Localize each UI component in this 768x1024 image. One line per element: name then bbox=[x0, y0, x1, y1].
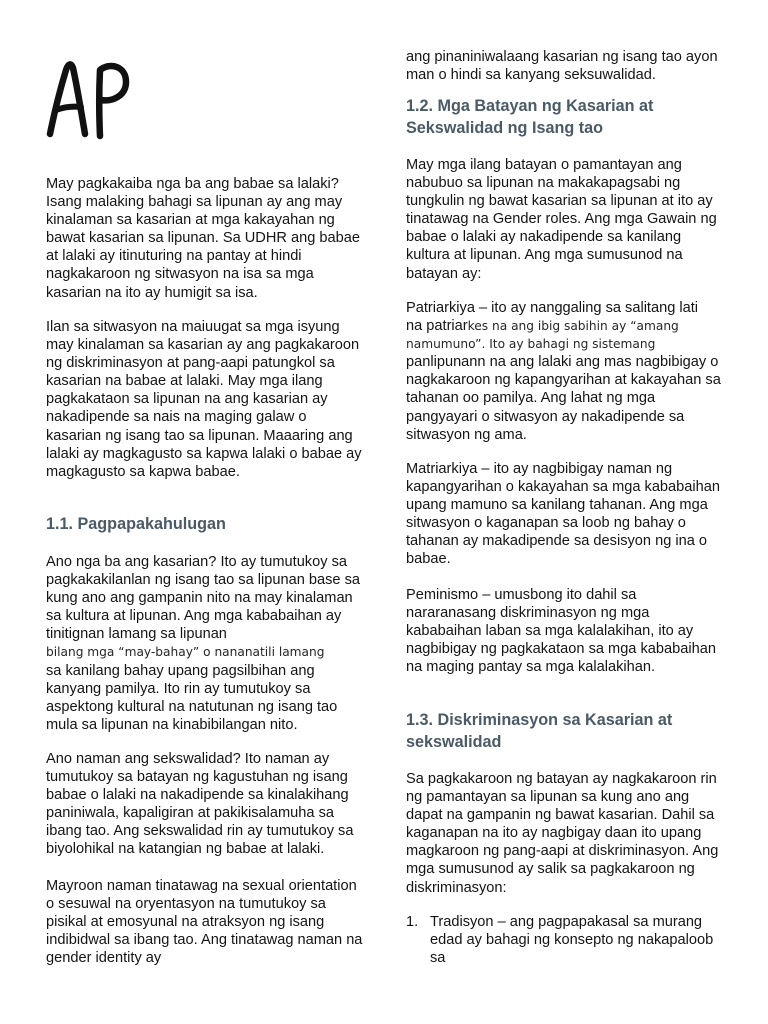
patriarkiya-line1: Patriarkiya – ito ay nanggaling sa salitang lati bbox=[406, 300, 699, 316]
heading-1-3: 1.3. Diskriminasyon sa Kasarian at sekswalidad bbox=[406, 711, 673, 751]
paragraph-batayan: May mga ilang batayan o pamantayan ang nabubuo sa lipunan na makakapagsabi ng tungkulin ng bawat kasarian sa lipunan at ito ay tinatawag na Gender roles. Ang mga Gawain ng babae o lalaki ay nakadipende sa kanilang kultura at lipunan. Ang mga sumusunod na batayan ay: bbox=[406, 157, 717, 282]
paragraph-patriarkiya bbox=[406, 299, 728, 444]
intro-paragraph: May pagkakaiba nga ba ang babae sa lalaki? Isang malaking bahagi sa lipunan ay ang may kinalaman sa kasarian at mga kakayahan ng bawat kasarian sa lipunan. Sa UDHR ang babae at lalaki ay itinuturing na pantay at hindi nagkakaroon ng sitwasyon na isa sa mga kasarian na ito ay humigit sa isa. bbox=[46, 176, 360, 301]
heading-1-1: 1.1. Pagpapakahulugan bbox=[46, 515, 226, 533]
paragraph-matriarkiya: Matriarkiya – ito ay nagbibigay naman ng kapangyarihan o kakayahan sa mga kababaihan upang mamuno sa kanilang tahanan. Ang mga sitwasyon o kaganapan sa loob ng bahay o tahanan ay makadipende sa desisyon ng ina o babae. bbox=[406, 461, 720, 568]
paragraph-situations: Ilan sa sitwasyon na maiuugat sa mga isyung may kinalaman sa kasarian ay ang pagkakaroon ng diskriminasyon at pang-aapi patungkol sa kasarian na babae at lalaki. May mga ilang pagkakataon sa lipunan na ang kasarian ay nakadipende sa nais na maging galaw o kasarian ng isang tao sa lipunan. Maaaring ang lalaki ay magkagusto sa kapwa lalaki o babae ay magkagusto sa kapwa babae. bbox=[46, 319, 362, 480]
patriarkiya-line3: namumuno”. Ito ay bahagi ng sistemang bbox=[406, 337, 656, 352]
paragraph-kasarian-part3: sa kanilang bahay upang pagsilbihan ang kanyang pamilya. Ito rin ay tumutukoy sa aspektong kultural na natutunan ng isang tao mula sa lipunan na kinabibilangan nito. bbox=[46, 662, 338, 733]
paragraph-peminismo: Peminismo – umusbong ito dahil sa nararanasang diskriminasyon ng mga kababaihan laban sa mga kalalakihan, ito ay nagbibigay ng pagkakataon sa mga kababaihan na maging pantay sa mga kalalakihan. bbox=[406, 587, 716, 676]
paragraph-diskriminasyon: Sa pagkakaroon ng batayan ay nagkakaroon rin ng pamantayan sa lipunan sa kung ano ang dapat na gampanin ng bawat kasarian. Dahil sa kaganapan na ito ay nagbigay daan ito upang magkaroon ng pang-aapi at diskriminasyon. Ang mga sumusunod ay salik sa pagkakaroon ng diskriminasyon: bbox=[406, 771, 719, 896]
patriarkiya-line2 bbox=[406, 317, 728, 335]
list-item-text: Tradisyon – ang pagpapakasal sa murang edad ay bahagi ng konsepto ng nakapaloob sa bbox=[430, 914, 714, 967]
paragraph-kasarian-part2: bilang mga “may-bahay” o nananatili lamang bbox=[46, 645, 325, 660]
list-item-tradisyon bbox=[406, 913, 728, 967]
paragraph-kasarian bbox=[46, 553, 364, 734]
list-item-number: 1. bbox=[406, 914, 419, 930]
paragraph-sekswalidad: Ano naman ang sekswalidad? Ito naman ay tumutukoy sa batayan ng kagustuhan ng isang babae o lalaki na nakadipende sa kinalakihang paniniwala, kapaligiran at pakikisalamuha sa ibang tao. Ang sekswalidad rin ay tumutukoy sa biyolohikal na katangian ng babae at lalaki. bbox=[46, 751, 354, 858]
patriarkiya-rest: panlipunann na ang lalaki ang mas nagbibigay o nagkakaroon ng kapangyarihan at kakayahan sa tahanan oo pamilya. Ang lahat ng mga pangyayari o sitwasyon ay nakadipende sa sitwasyon ng ama. bbox=[406, 354, 721, 443]
paragraph-orientation: Mayroon naman tinatawag na sexual orientation o sesuwal na oryentasyon na tumutukoy sa pisikal at emosyunal na atraksyon ng isang indibidwal sa ibang tao. Ang tinatawag naman na gender identity ay bbox=[46, 878, 363, 967]
continuation-text: ang pinaniniwalaang kasarian ng isang tao ayon man o hindi sa kanyang seksuwalidad. bbox=[406, 49, 718, 84]
paragraph-kasarian-part1: Ano nga ba ang kasarian? Ito ay tumutukoy sa pagkakakilanlan ng isang tao sa lipunan base sa kung ano ang gampanin nito na may kinalaman sa kultura at lipunan. Ang mga kababaihan ay tinitignan lamang sa lipunan bbox=[46, 554, 360, 643]
ap-logo bbox=[44, 52, 136, 142]
patriarkiya-line2-b: kes na ang ibig sabihin ay “amang bbox=[467, 319, 679, 334]
patriarkiya-line2-a: na patriar bbox=[406, 318, 468, 335]
heading-1-2: 1.2. Mga Batayan ng Kasarian at Sekswalidad ng Isang tao bbox=[406, 97, 654, 137]
